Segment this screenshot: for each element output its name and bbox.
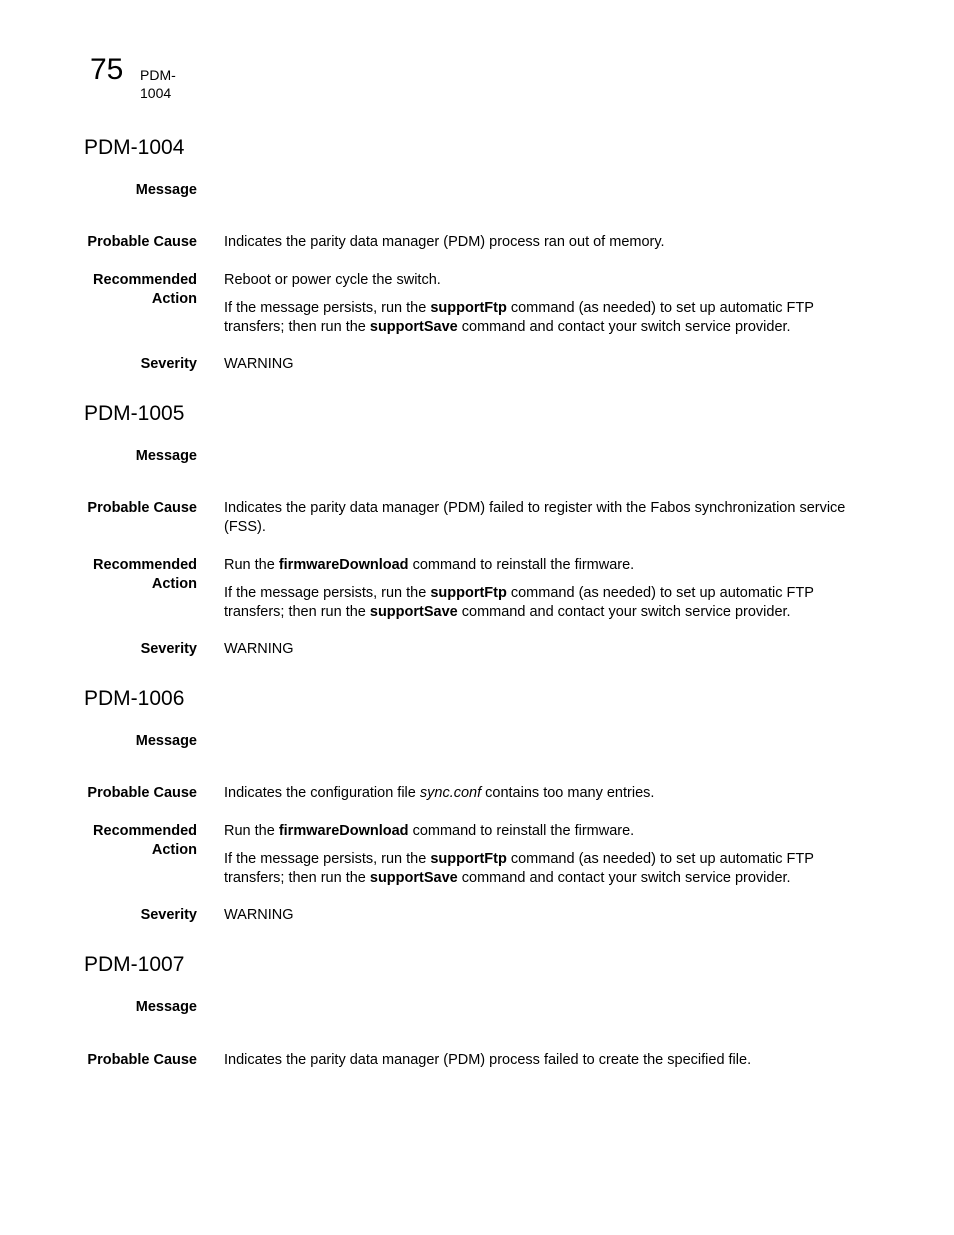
section-title: PDM-1004 (84, 136, 185, 159)
recommended-action-text (224, 556, 864, 622)
recommended-label-line1: Recommended (93, 823, 197, 839)
command-supportftp: supportFtp (430, 585, 507, 601)
recommended-label-line2: Action (151, 291, 197, 307)
persist-text-1: If the message persists, run the (224, 585, 431, 601)
command-firmwaredownload: firmwareDownload (278, 823, 409, 839)
command-supportftp: supportFtp (430, 300, 507, 316)
command-supportftp: supportFtp (430, 851, 507, 867)
action-first-paragraph (224, 822, 864, 841)
cause-text-2: contains too many entries. (481, 785, 655, 801)
recommended-action-label (60, 822, 197, 860)
recommended-action-label (60, 271, 197, 309)
section-title: PDM-1006 (84, 687, 185, 710)
probable-cause-text: Indicates the parity data manager (PDM) failed to register with the Fabos synchronization service (FSS). (224, 500, 846, 535)
probable-cause-label: Probable Cause (87, 785, 197, 801)
command-supportsave: supportSave (369, 870, 458, 886)
severity-label: Severity (140, 907, 197, 923)
severity-value: WARNING (224, 356, 294, 372)
message-label: Message (135, 999, 197, 1015)
recommended-label-line1: Recommended (93, 557, 197, 573)
cause-text-1: Indicates the configuration file (224, 785, 420, 801)
run-the-text: Run the (224, 823, 279, 839)
section-title: PDM-1007 (84, 953, 185, 976)
message-label: Message (135, 182, 197, 198)
action-persist-paragraph (224, 584, 864, 622)
probable-cause-label: Probable Cause (87, 234, 197, 250)
severity-label: Severity (140, 641, 197, 657)
running-title: PDM-1004 (140, 67, 176, 101)
persist-text-2: command (as needed) to set up automatic FTP transfers; then run the (224, 300, 814, 335)
probable-cause-label: Probable Cause (87, 1052, 197, 1068)
persist-text-3: command and contact your switch service provider. (457, 870, 791, 886)
action-persist-paragraph (224, 299, 864, 337)
reinstall-text: command to reinstall the firmware. (408, 823, 635, 839)
reinstall-text: command to reinstall the firmware. (408, 557, 635, 573)
persist-text-3: command and contact your switch service provider. (457, 604, 791, 620)
command-firmwaredownload: firmwareDownload (278, 557, 409, 573)
recommended-action-label (60, 556, 197, 594)
message-label: Message (135, 733, 197, 749)
persist-text-1: If the message persists, run the (224, 851, 431, 867)
recommended-action-text (224, 271, 864, 337)
recommended-label-line1: Recommended (93, 272, 197, 288)
probable-cause-label: Probable Cause (87, 500, 197, 516)
recommended-label-line2: Action (151, 576, 197, 592)
command-supportsave: supportSave (369, 319, 458, 335)
severity-value: WARNING (224, 907, 294, 923)
action-first-paragraph (224, 556, 864, 575)
action-persist-paragraph (224, 850, 864, 888)
severity-label: Severity (140, 356, 197, 372)
probable-cause-text: Indicates the parity data manager (PDM) process ran out of memory. (224, 234, 665, 250)
recommended-action-text (224, 822, 864, 888)
probable-cause-text: Indicates the parity data manager (PDM) process failed to create the specified file. (224, 1052, 752, 1068)
message-label: Message (135, 448, 197, 464)
persist-text-1: If the message persists, run the (224, 300, 431, 316)
recommended-label-line2: Action (151, 842, 197, 858)
action-first-paragraph: Reboot or power cycle the switch. (224, 272, 441, 288)
probable-cause-text (224, 784, 864, 803)
section-title: PDM-1005 (84, 402, 185, 425)
persist-text-2: command (as needed) to set up automatic FTP transfers; then run the (224, 585, 814, 620)
persist-text-2: command (as needed) to set up automatic FTP transfers; then run the (224, 851, 814, 886)
command-supportsave: supportSave (369, 604, 458, 620)
chapter-number: 75 (90, 53, 124, 86)
run-the-text: Run the (224, 557, 279, 573)
severity-value: WARNING (224, 641, 294, 657)
persist-text-3: command and contact your switch service provider. (457, 319, 791, 335)
config-file-name: sync.conf (419, 785, 482, 801)
